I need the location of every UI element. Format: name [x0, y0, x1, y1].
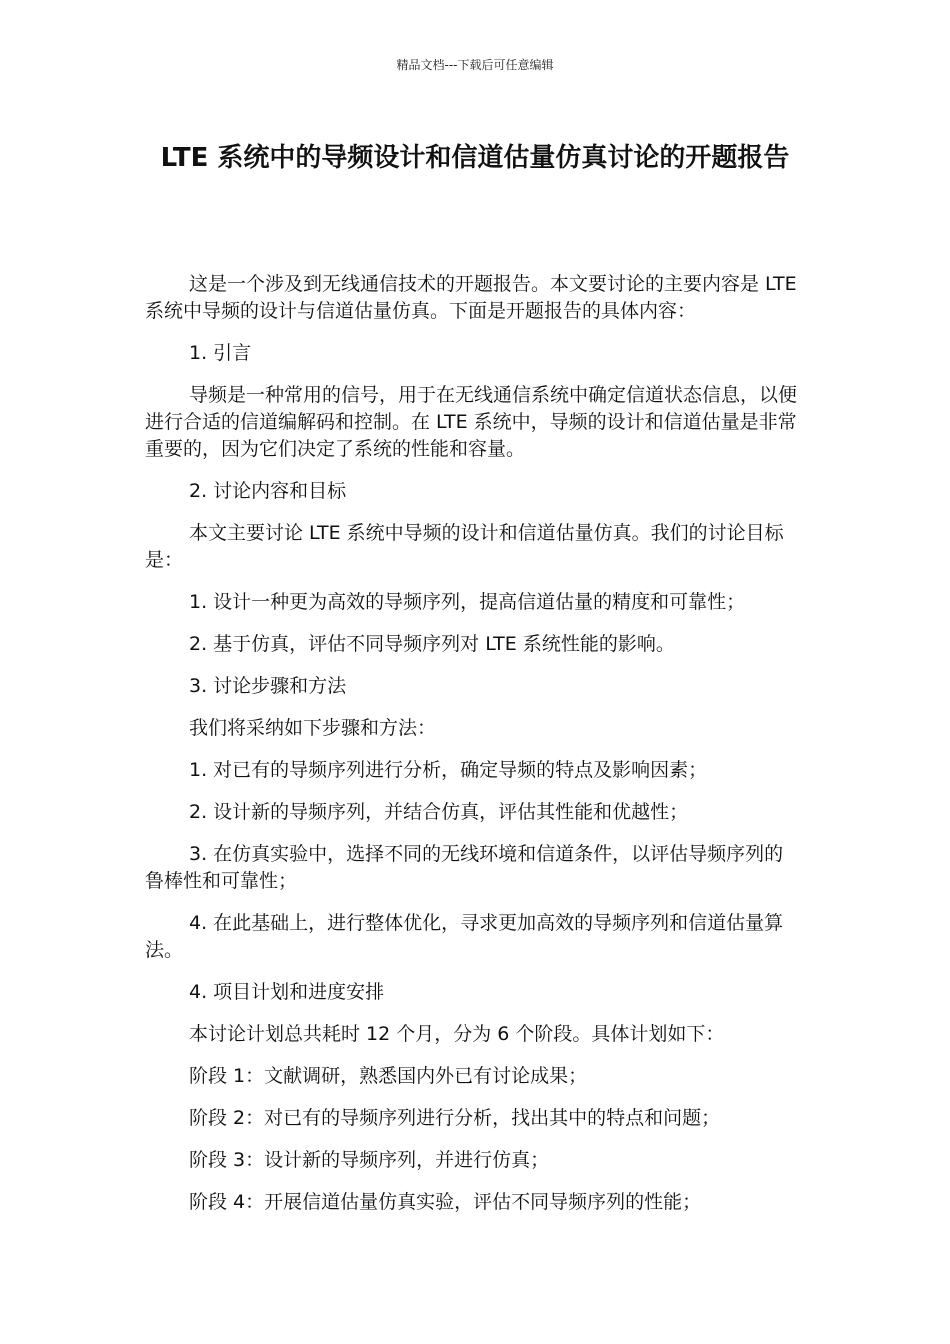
plan-intro-paragraph: 本讨论计划总共耗时 12 个月，分为 6 个阶段。具体计划如下： — [189, 1023, 725, 1045]
section-heading-steps-methods: 3. 讨论步骤和方法 — [189, 675, 347, 697]
plan-stage-1: 阶段 1：文献调研，熟悉国内外已有讨论成果； — [189, 1065, 588, 1087]
content-goals-paragraph: 本文主要讨论 LTE 系统中导频的设计和信道估量仿真。我们的讨论目标是： — [145, 522, 784, 571]
goal-item-2: 2. 基于仿真，评估不同导频序列对 LTE 系统性能的影响。 — [189, 633, 675, 655]
section-heading-introduction: 1. 引言 — [189, 342, 252, 364]
page-header-watermark: 精品文档---下载后可任意编辑 — [396, 58, 554, 72]
step-item-1: 1. 对已有的导频序列进行分析，确定导频的特点及影响因素； — [189, 759, 708, 781]
section-heading-plan-schedule: 4. 项目计划和进度安排 — [189, 981, 385, 1003]
document-title: LTE 系统中的导频设计和信道估量仿真讨论的开题报告 — [160, 143, 790, 173]
plan-stage-3: 阶段 3：设计新的导频序列，并进行仿真； — [189, 1149, 550, 1171]
plan-stage-2: 阶段 2：对已有的导频序列进行分析，找出其中的特点和问题； — [189, 1107, 721, 1129]
intro-paragraph: 这是一个涉及到无线通信技术的开题报告。本文要讨论的主要内容是 LTE 系统中导频的设计与信道估量仿真。下面是开题报告的具体内容： — [145, 273, 797, 322]
goal-item-1: 1. 设计一种更为高效的导频序列，提高信道估量的精度和可靠性； — [189, 591, 746, 613]
step-item-4: 4. 在此基础上，进行整体优化，寻求更加高效的导频序列和信道估量算法。 — [145, 912, 784, 961]
document-body — [145, 271, 800, 1231]
step-item-3: 3. 在仿真实验中，选择不同的无线环境和信道条件，以评估导频序列的鲁棒性和可靠性； — [145, 843, 784, 892]
step-item-2: 2. 设计新的导频序列，并结合仿真，评估其性能和优越性； — [189, 801, 689, 823]
plan-stage-4: 阶段 4：开展信道估量仿真实验，评估不同导频序列的性能； — [189, 1191, 702, 1213]
section-heading-content-goals: 2. 讨论内容和目标 — [189, 480, 347, 502]
steps-intro-paragraph: 我们将采纳如下步骤和方法： — [189, 717, 437, 739]
introduction-paragraph: 导频是一种常用的信号，用于在无线通信系统中确定信道状态信息，以便进行合适的信道编解码和控制。在 LTE 系统中，导频的设计和信道估量是非常重要的，因为它们决定了系统的性能和容量。 — [145, 384, 798, 460]
